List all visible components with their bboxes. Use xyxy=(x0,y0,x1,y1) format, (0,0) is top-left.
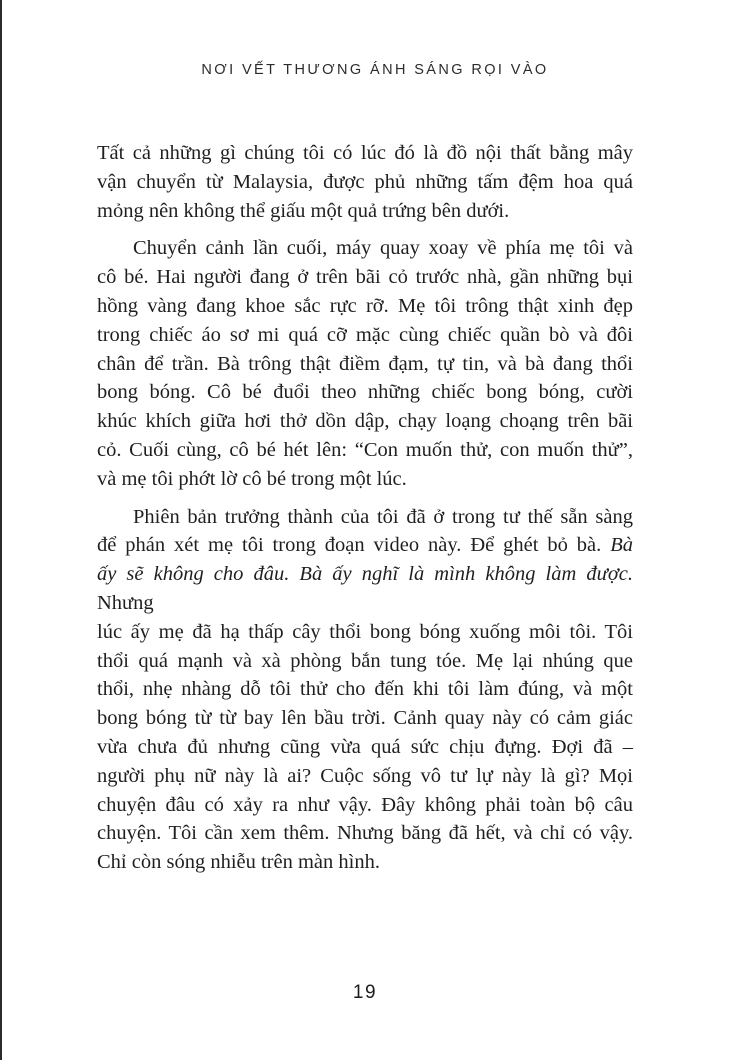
text-line: thổi quá mạnh và xà phòng bắn tung tóe. Mẹ lại nhúng que xyxy=(97,649,633,672)
page-number: 19 xyxy=(352,982,378,1003)
text-line: cô bé. Hai người đang ở trên bãi cỏ trước nhà, gần những bụi xyxy=(97,266,633,289)
paragraph xyxy=(97,139,633,225)
text-line: Chuyển cảnh lần cuối, máy quay xoay về phía mẹ tôi và xyxy=(133,237,633,260)
text-line: hồng vàng đang khoe sắc rực rỡ. Mẹ tôi trông thật xinh đẹp xyxy=(97,294,633,317)
text-line: bong bóng. Cô bé đuổi theo những chiếc bong bóng, cười xyxy=(97,381,633,404)
running-header: NƠI VẾT THƯƠNG ÁNH SÁNG RỌI VÀO xyxy=(201,62,549,78)
italic-text-segment: Bà xyxy=(610,534,633,557)
text-line: mỏng nên không thể giấu một quả trứng bên dưới. xyxy=(97,199,510,222)
paragraph xyxy=(97,234,633,493)
body-text xyxy=(97,139,633,877)
text-line: Tất cả những gì chúng tôi có lúc đó là đồ nội thất bằng mây xyxy=(97,142,633,164)
text-line: và mẹ tôi phớt lờ cô bé trong một lúc. xyxy=(97,467,407,490)
text-segment: Nhưng xyxy=(97,591,154,614)
text-line xyxy=(97,560,633,618)
text-line: lúc ấy mẹ đã hạ thấp cây thổi bong bóng xuống môi tôi. Tôi xyxy=(97,620,633,643)
italic-text-segment: ấy sẽ không cho đâu. Bà ấy nghĩ là mình không làm được. xyxy=(97,563,633,586)
text-line: khúc khích giữa hơi thở dồn dập, chạy loạng choạng trên bãi xyxy=(97,410,633,433)
text-line: vận chuyển từ Malaysia, được phủ những tấm đệm hoa quá xyxy=(97,170,633,193)
text-line: bong bóng từ từ bay lên bầu trời. Cảnh quay này có cảm giác xyxy=(97,707,633,730)
text-line xyxy=(97,531,633,560)
text-segment: để phán xét mẹ tôi trong đoạn video này. Để ghét bỏ bà. xyxy=(97,534,611,557)
text-line: chuyện. Tôi cần xem thêm. Nhưng băng đã hết, và chỉ có vậy. xyxy=(97,822,633,845)
page-left-edge-line xyxy=(0,0,2,1060)
text-line: trong chiếc áo sơ mi quá cỡ mặc cùng chiếc quần bò và đôi xyxy=(97,323,633,346)
text-line: chân để trần. Bà trông thật điềm đạm, tự tin, và bà đang thổi xyxy=(97,352,633,375)
text-line: Phiên bản trưởng thành của tôi đã ở trong tư thế sẵn sàng xyxy=(133,505,633,528)
text-line: Chỉ còn sóng nhiễu trên màn hình. xyxy=(97,851,380,874)
text-line: người phụ nữ này là ai? Cuộc sống vô tư lự này là gì? Mọi xyxy=(97,764,633,787)
text-line: thổi, nhẹ nhàng dỗ tôi thử cho đến khi tôi làm đúng, và một xyxy=(97,678,633,701)
paragraph xyxy=(97,503,633,877)
text-line: cỏ. Cuối cùng, cô bé hét lên: “Con muốn thử, con muốn thử”, xyxy=(97,438,633,461)
text-line: vừa chưa đủ nhưng cũng vừa quá sức chịu đựng. Đợi đã – xyxy=(97,735,633,758)
text-line: chuyện đâu có xảy ra như vậy. Đây không phải toàn bộ câu xyxy=(97,793,633,816)
